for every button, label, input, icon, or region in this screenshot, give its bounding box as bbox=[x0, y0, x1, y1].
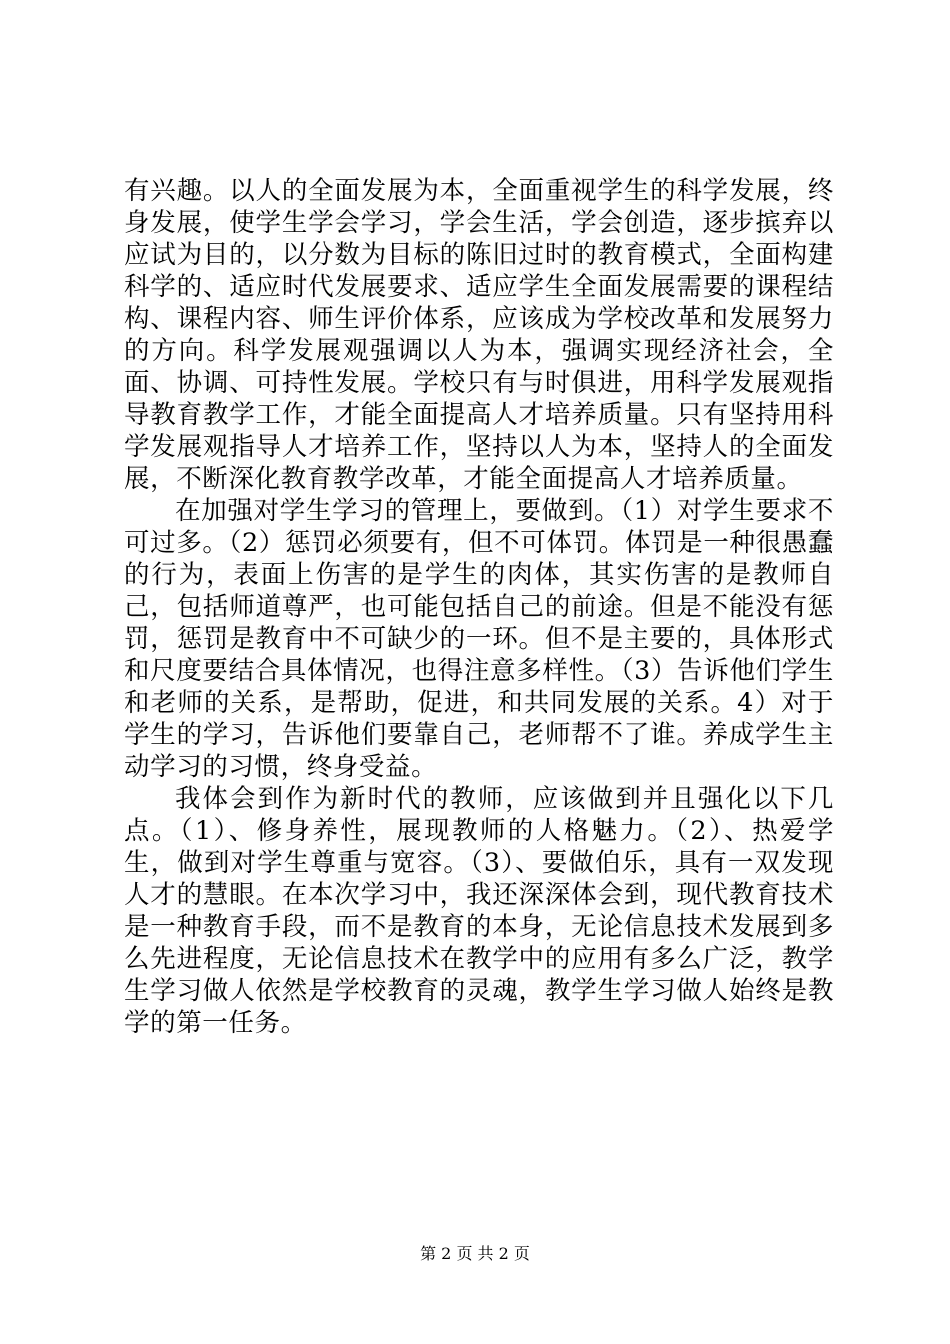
page-footer: 第 2 页 共 2 页 bbox=[420, 1244, 530, 1263]
document-body bbox=[124, 175, 834, 1039]
paragraph-1: 有兴趣。以人的全面发展为本，全面重视学生的科学发展，终身发展，使学生学会学习，学会生活，学会创造，逐步摈弃以应试为目的，以分数为目标的陈旧过时的教育模式，全面构建科学的、适应时代发展要求、适应学生全面发展需要的课程结构、课程内容、师生评价体系，应该成为学校改革和发展努力的方向。科学发展观强调以人为本，强调实现经济社会，全面、协调、可持性发展。学校只有与时俱进，用科学发展观指导教育教学工作，才能全面提高人才培养质量。只有坚持用科学发展观指导人才培养工作，坚持以人为本，坚持人的全面发展，不断深化教育教学改革，才能全面提高人才培养质量。 bbox=[124, 176, 834, 494]
paragraph-3: 我体会到作为新时代的教师，应该做到并且强化以下几点。（1）、修身养性，展现教师的人格魅力。（2）、热爱学生，做到对学生尊重与宽容。（3）、要做伯乐，具有一双发现人才的慧眼。在本次学习中，我还深深体会到，现代教育技术是一种教育手段，而不是教育的本身，无论信息技术发展到多么先进程度，无论信息技术在教学中的应用有多么广泛，教学生学习做人依然是学校教育的灵魂，教学生学习做人始终是教学的第一任务。 bbox=[124, 784, 834, 1038]
paragraph-2: 在加强对学生学习的管理上，要做到。（1）对学生要求不可过多。（2）惩罚必须要有，但不可体罚。体罚是一种很愚蠢的行为，表面上伤害的是学生的肉体，其实伤害的是教师自己，包括师道尊严，也可能包括自己的前途。但是不能没有惩罚，惩罚是教育中不可缺少的一环。但不是主要的，具体形式和尺度要结合具体情况，也得注意多样性。（3）告诉他们学生和老师的关系，是帮助，促进，和共同发展的关系。4）对于学生的学习，告诉他们要靠自己，老师帮不了谁。养成学生主动学习的习惯，终身受益。 bbox=[124, 496, 834, 782]
